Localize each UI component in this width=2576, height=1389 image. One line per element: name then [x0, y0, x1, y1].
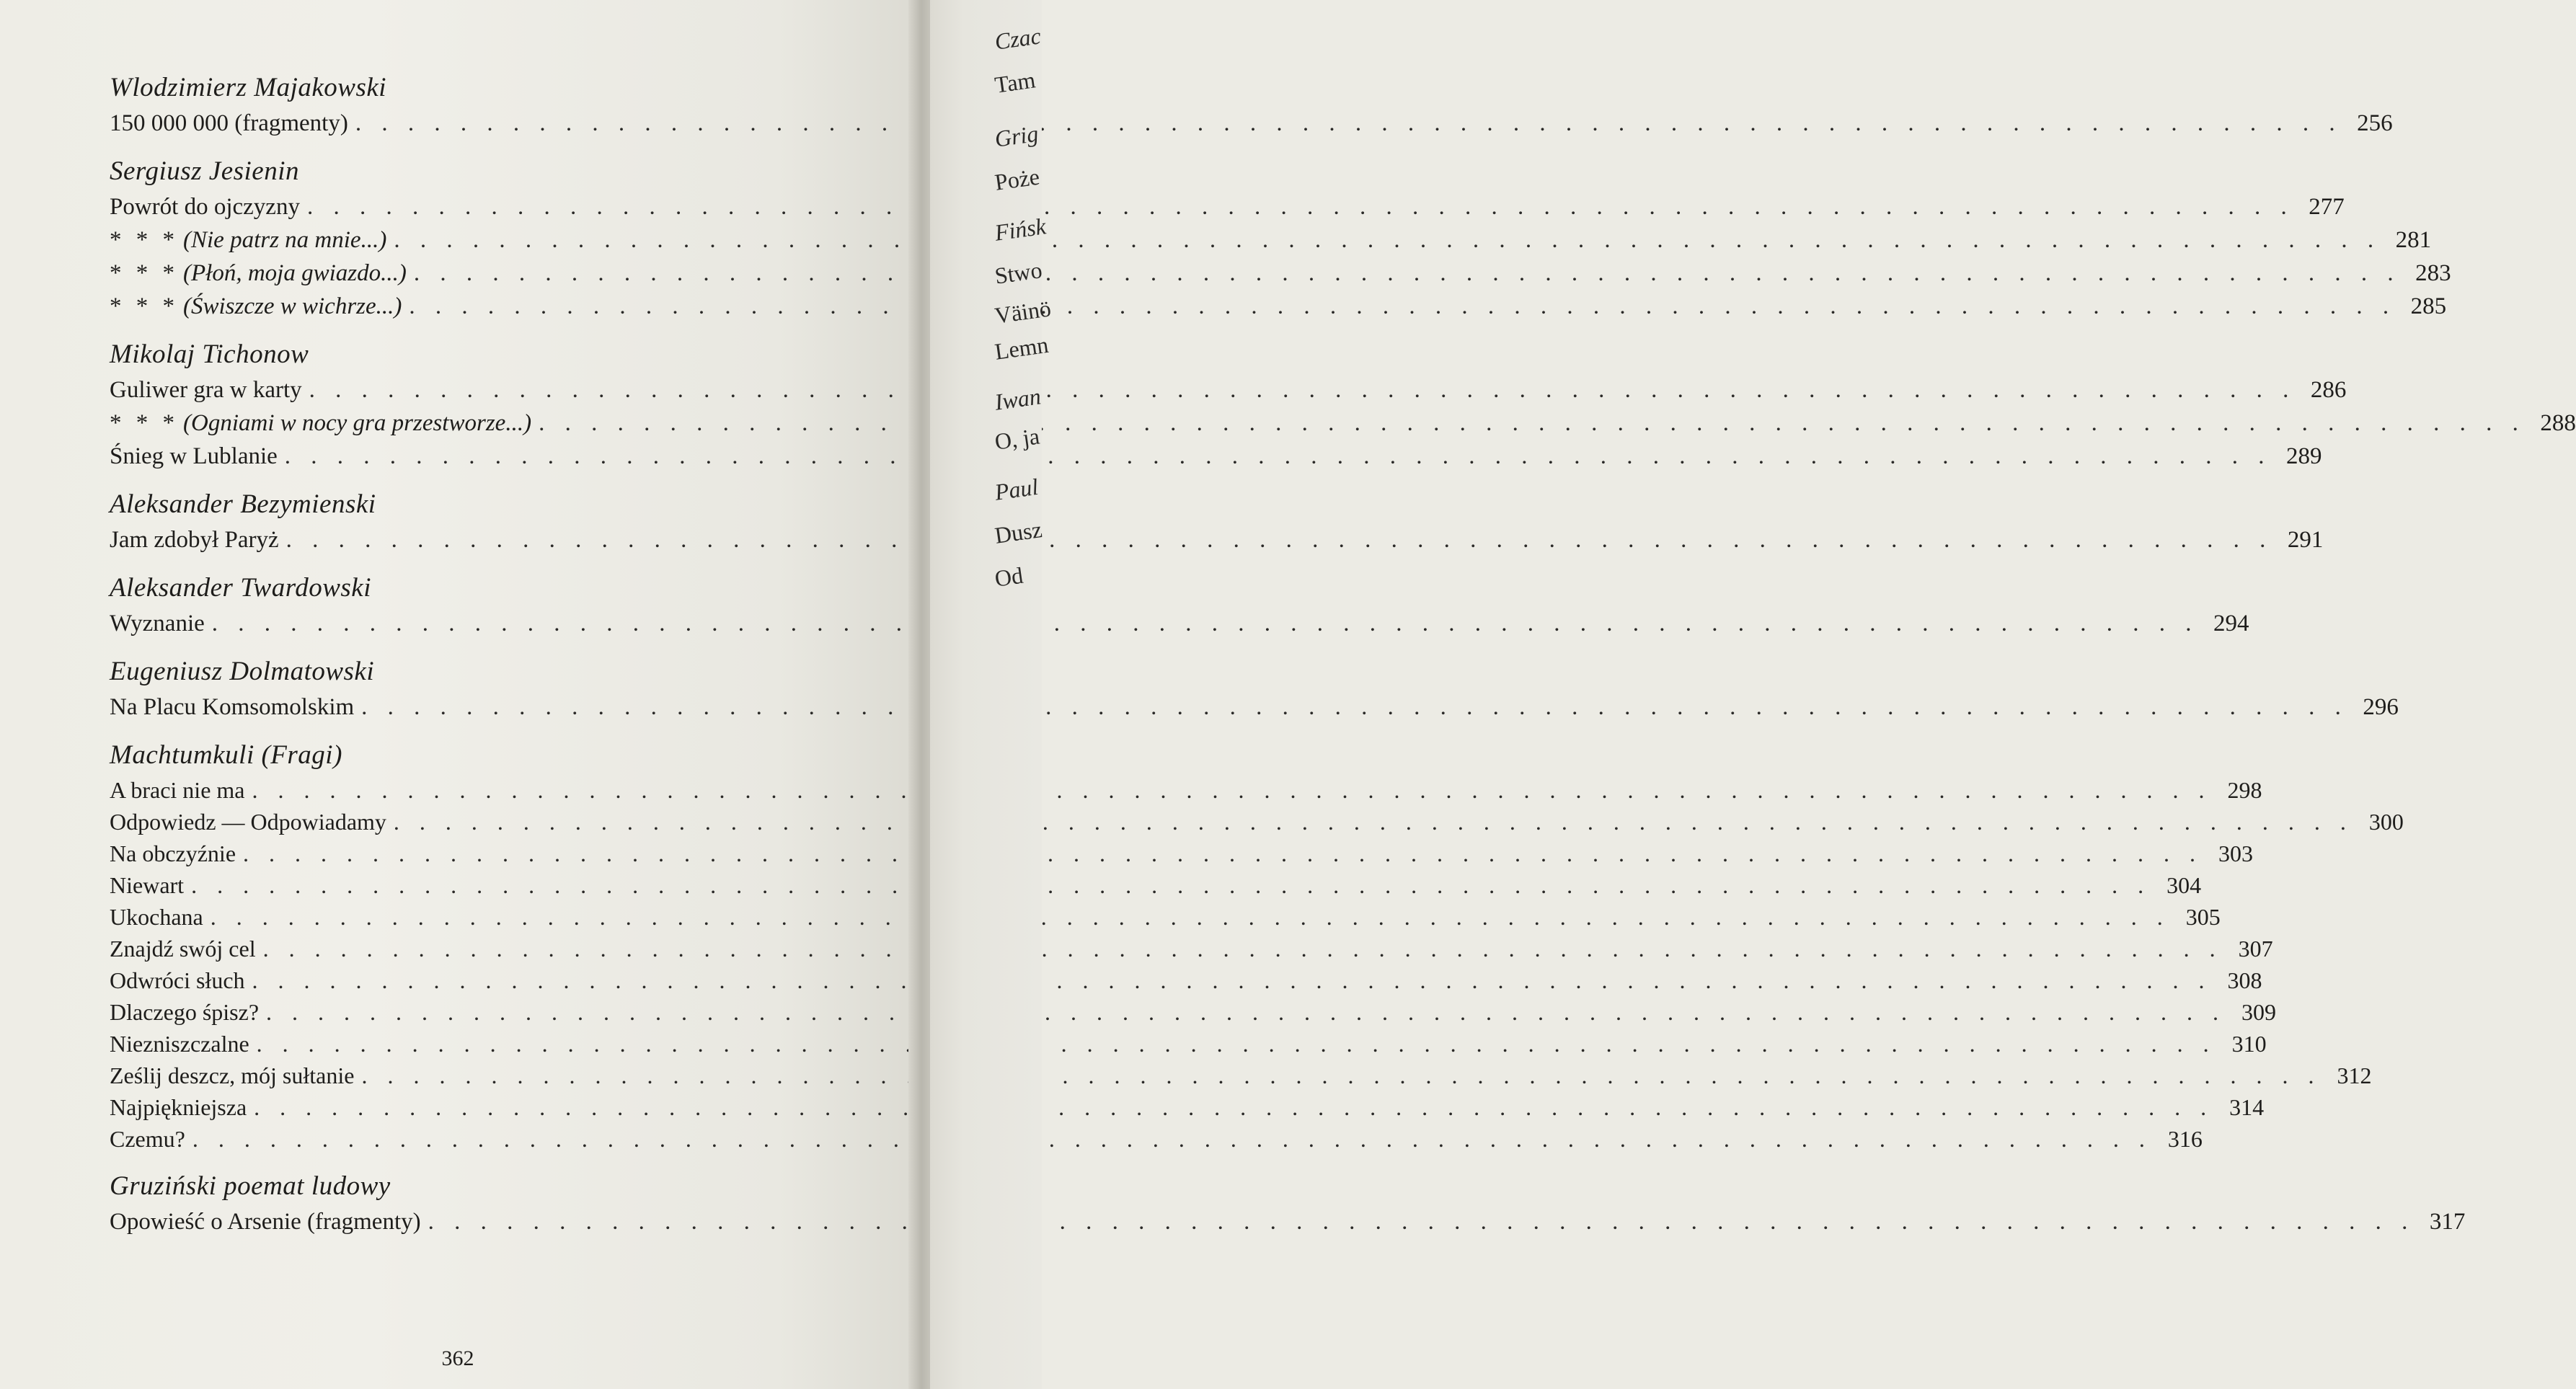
entry-title — [110, 1028, 249, 1060]
dot-leader — [266, 996, 2226, 1028]
entry-title-text: Powrót do ojczyzny — [110, 194, 300, 220]
entry-title — [110, 257, 407, 290]
entry-title — [110, 1123, 185, 1155]
entry-title-text: Najpiękniejsza — [110, 1094, 247, 1120]
entry-title-text: 150 000 000 (fragmenty) — [110, 110, 348, 136]
entry-title-text: A braci nie ma — [110, 777, 245, 803]
dot-leader — [252, 964, 2212, 996]
entry-title-text: Odwróci słuch — [110, 967, 245, 993]
toc-entry — [110, 1060, 2372, 1091]
dot-leader — [286, 523, 2273, 556]
right-page-text-fragment: Dusz — [993, 516, 1044, 549]
entry-page-number: 310 — [2231, 1031, 2267, 1057]
entry-title-text: Wyznanie — [110, 611, 205, 636]
entry-title-text: Czemu? — [110, 1126, 185, 1152]
entry-title — [110, 373, 302, 407]
entry-page-number: 312 — [2337, 1062, 2372, 1088]
entry-page-number: 314 — [2229, 1094, 2265, 1120]
entry-page-number: 281 — [2395, 227, 2432, 253]
toc-section — [110, 653, 2399, 724]
right-page-text-fragment: Väinö — [993, 295, 1053, 329]
entry-title — [110, 806, 386, 838]
entry-title — [110, 964, 245, 996]
entry-page-number: 256 — [2357, 110, 2393, 136]
dot-leader — [309, 373, 2296, 407]
right-page-text-fragment: Fińsk — [993, 213, 1048, 246]
entry-title — [110, 107, 348, 140]
entry-title-text: Na Placu Komsomolskim — [110, 694, 355, 720]
author-heading: Machtumkuli (Fragi) — [110, 740, 342, 770]
toc-entry — [110, 838, 2254, 869]
entry-page-number: 307 — [2238, 936, 2273, 962]
entry-title — [110, 223, 386, 257]
entry-page-number: 286 — [2310, 377, 2347, 403]
entry-title-text: Jam zdobył Paryż — [110, 527, 279, 553]
toc-entry — [110, 1123, 2203, 1155]
entry-page-number: 309 — [2241, 999, 2277, 1025]
toc-section — [110, 737, 2404, 1155]
dot-leader — [212, 607, 2199, 640]
author-heading: Gruziński poemat ludowy — [110, 1171, 391, 1201]
entry-page-number: 291 — [2287, 527, 2324, 553]
entry-page-number: 296 — [2363, 694, 2399, 720]
toc-entry — [110, 901, 2221, 933]
entry-title-text: Dlaczego śpisz? — [110, 999, 260, 1025]
dot-leader — [428, 1205, 2415, 1238]
entry-title — [110, 190, 300, 223]
entry-title — [110, 1060, 354, 1091]
entry-title-text: Ześlij deszcz, mój sułtanie — [110, 1062, 355, 1088]
entry-title — [110, 407, 531, 440]
dot-leader — [409, 290, 2396, 323]
right-page-text-fragment: Grig — [993, 120, 1040, 152]
entry-title — [110, 607, 205, 640]
toc-entry — [110, 774, 2262, 806]
author-heading: Eugeniusz Dolmatowski — [110, 657, 375, 686]
entry-title-text: Odpowiedz — Odpowiadamy — [110, 809, 386, 835]
toc-entry — [110, 964, 2262, 996]
entry-title — [110, 290, 402, 323]
dot-leader — [211, 901, 2170, 933]
entry-page-number: 294 — [2213, 611, 2249, 636]
toc-entry — [110, 1205, 2466, 1238]
dot-leader — [254, 1091, 2213, 1123]
entry-title — [110, 996, 259, 1028]
asterism: * * * — [110, 410, 179, 436]
toc-entry — [110, 869, 2202, 901]
toc-entry — [110, 1091, 2265, 1123]
entry-title — [110, 838, 236, 869]
entry-title — [110, 901, 203, 933]
entry-title — [110, 440, 278, 473]
right-page-text-fragment: Tam — [993, 66, 1037, 98]
toc-entry — [110, 440, 2322, 473]
entry-title-text: Guliwer gra w karty — [110, 377, 302, 403]
entry-title — [110, 1091, 247, 1123]
right-page-text-fragment: O, ja — [993, 422, 1042, 455]
asterism: * * * — [110, 260, 179, 286]
dot-leader — [192, 1123, 2152, 1155]
right-page-text-fragment: Poże — [993, 163, 1042, 195]
entry-title-text: (Nie patrz na mnie...) — [183, 227, 387, 253]
right-page-text-fragment: Od — [993, 562, 1025, 592]
entry-title-text: (Ogniami w nocy gra przestworze...) — [183, 410, 532, 436]
entry-page-number: 300 — [2368, 809, 2404, 835]
entry-title — [110, 691, 354, 724]
dot-leader — [243, 838, 2203, 869]
dot-leader — [361, 1060, 2321, 1091]
entry-page-number: 305 — [2185, 904, 2221, 930]
dot-leader — [539, 407, 2526, 440]
author-heading: Aleksander Bezymienski — [110, 489, 376, 519]
entry-title-text: (Płoń, moja gwiazdo...) — [183, 260, 407, 286]
author-heading: Aleksander Twardowski — [110, 573, 372, 603]
entry-title — [110, 774, 244, 806]
entry-page-number: 317 — [2429, 1209, 2466, 1235]
entry-title — [110, 869, 184, 901]
dot-leader — [394, 223, 2381, 257]
dot-leader — [355, 107, 2342, 140]
right-page — [930, 0, 1053, 1389]
page-number: 362 — [441, 1346, 474, 1370]
right-page-text-fragment: Lemn — [993, 331, 1050, 365]
right-page-text-fragment: Czac — [993, 22, 1043, 55]
right-page-text-fragment: Paul — [993, 473, 1040, 505]
entry-page-number: 288 — [2540, 410, 2576, 436]
entry-page-number: 283 — [2415, 260, 2451, 286]
dot-leader — [285, 440, 2272, 473]
entry-page-number: 316 — [2167, 1126, 2203, 1152]
toc-entry — [110, 607, 2249, 640]
dot-leader — [257, 1028, 2216, 1060]
asterism: * * * — [110, 227, 179, 253]
entry-page-number: 308 — [2227, 967, 2262, 993]
dot-leader — [361, 691, 2348, 724]
toc-entry — [110, 933, 2273, 964]
entry-title-text: Znajdź swój cel — [110, 936, 256, 962]
dot-leader — [252, 774, 2211, 806]
right-page-text-fragment: Stwo — [993, 257, 1044, 289]
dot-leader — [414, 257, 2401, 290]
toc-entry — [110, 691, 2399, 724]
toc-entry — [110, 1028, 2267, 1060]
author-heading: Mikolaj Tichonow — [110, 340, 309, 369]
dot-leader — [191, 869, 2151, 901]
entry-title-text: Ukochana — [110, 904, 203, 930]
dot-leader — [394, 806, 2353, 838]
dot-leader — [263, 933, 2223, 964]
entry-page-number: 289 — [2286, 443, 2322, 469]
entry-title — [110, 1205, 421, 1238]
toc-section — [110, 1168, 2466, 1238]
author-heading: Sergiusz Jesienin — [110, 156, 300, 186]
author-heading: Wlodzimierz Majakowski — [110, 73, 387, 102]
entry-title-text: Na obczyźnie — [110, 840, 236, 866]
dot-leader — [307, 190, 2294, 223]
entry-title-text: Niezniszczalne — [110, 1031, 249, 1057]
entry-title-text: Śnieg w Lublanie — [110, 443, 278, 469]
entry-title-text: Opowieść o Arsenie (fragmenty) — [110, 1209, 421, 1235]
entry-title-text: (Świszcze w wichrze...) — [183, 293, 402, 319]
entry-page-number: 304 — [2166, 872, 2202, 898]
entry-page-number: 303 — [2218, 840, 2254, 866]
toc-entry — [110, 806, 2404, 838]
entry-page-number: 285 — [2410, 293, 2447, 319]
asterism: * * * — [110, 293, 179, 319]
toc-entry — [110, 190, 2345, 223]
entry-page-number: 277 — [2309, 194, 2345, 220]
entry-title — [110, 523, 279, 556]
entry-title-text: Niewart — [110, 872, 185, 898]
entry-page-number: 298 — [2227, 777, 2262, 803]
toc-entry — [110, 996, 2277, 1028]
entry-title — [110, 933, 256, 964]
right-page-text-fragment: Iwan — [993, 383, 1043, 415]
